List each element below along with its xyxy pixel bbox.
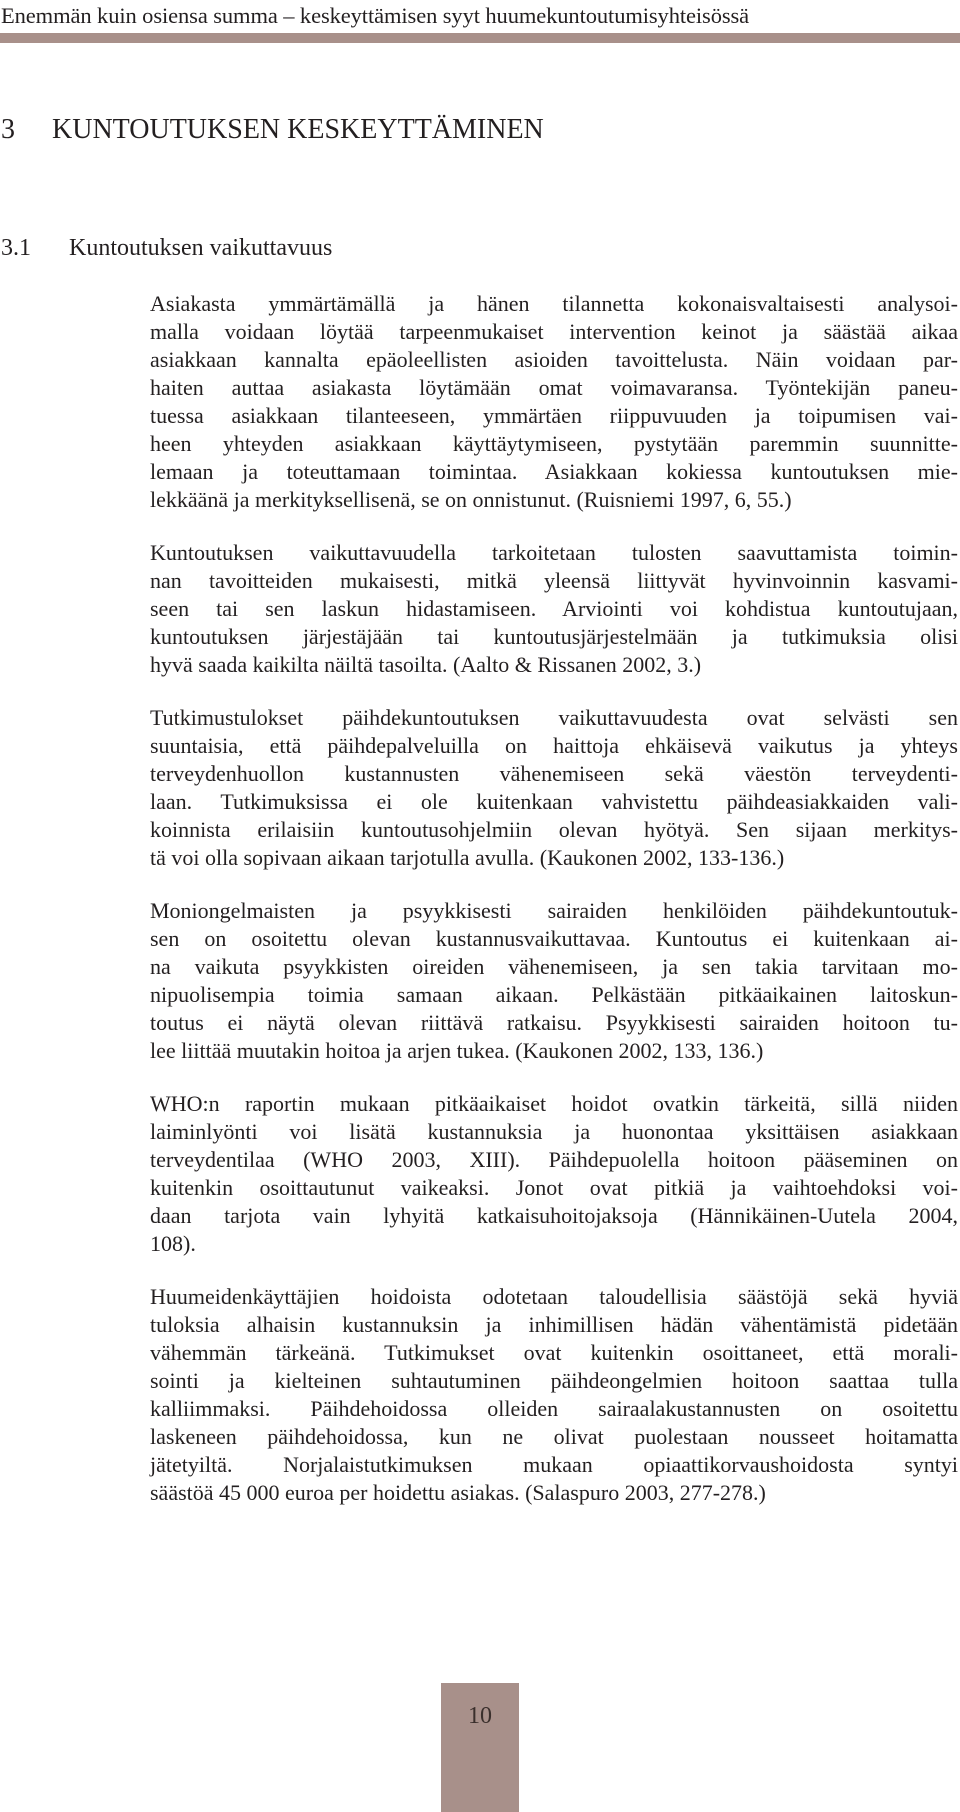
text-line: nan tavoitteiden mukaisesti, mitkä yleensä liittyvät hyvinvoinnin kasvami- — [150, 568, 958, 593]
text-line: Asiakasta ymmärtämällä ja hänen tilannetta kokonaisvaltaisesti analysoi- — [150, 291, 958, 316]
text-line: terveydentilaa (WHO 2003, XIII). Päihdepuolella hoitoon pääseminen on — [150, 1147, 958, 1172]
body-text — [150, 290, 958, 1532]
text-line: lemaan ja toteuttamaan toimintaa. Asiakkaan kokiessa kuntoutuksen mie- — [150, 459, 958, 484]
paragraph — [150, 704, 958, 872]
text-line: hyvä saada kaikilta näiltä tasoilta. (Aalto & Rissanen 2002, 3.) — [150, 652, 702, 677]
chapter-title: KUNTOUTUKSEN KESKEYTTÄMINEN — [52, 114, 544, 145]
text-line: WHO:n raportin mukaan pitkäaikaiset hoidot ovatkin tärkeitä, sillä niiden — [150, 1091, 958, 1116]
text-line: na vaikuta psyykkisten oireiden vähenemiseen, ja sen takia tarvitaan mo- — [150, 954, 958, 979]
text-line: nipuolisempia toimia samaan aikaan. Pelkästään pitkäaikainen laitoskun- — [150, 982, 958, 1007]
text-line: Huumeidenkäyttäjien hoidoista odotetaan taloudellisia säästöjä sekä hyviä — [150, 1284, 958, 1309]
header-rule — [0, 33, 960, 43]
text-line: säästöä 45 000 euroa per hoidettu asiakas. (Salaspuro 2003, 277-278.) — [150, 1480, 766, 1505]
text-line: laan. Tutkimuksissa ei ole kuitenkaan vahvistettu päihdeasiakkaiden vali- — [150, 789, 958, 814]
page-number: 10 — [468, 1703, 492, 1729]
text-line: sointi ja kielteinen suhtautuminen päihdeongelmien hoitoon saattaa tulla — [150, 1368, 958, 1393]
text-line: suuntaisia, että päihdepalveluilla on haittoja ehkäisevä vaikutus ja yhteys — [150, 733, 958, 758]
paragraph — [150, 290, 958, 514]
text-line: tä voi olla sopivaan aikaan tarjotulla avulla. (Kaukonen 2002, 133-136.) — [150, 845, 785, 870]
text-line: koinnista erilaisiin kuntoutusohjelmiin olevan hyötyä. Sen sijaan merkitys- — [150, 817, 958, 842]
text-line: lee liittää muutakin hoitoa ja arjen tukea. (Kaukonen 2002, 133, 136.) — [150, 1038, 764, 1063]
paragraph — [150, 897, 958, 1065]
chapter-number: 3 — [1, 114, 15, 145]
paragraph — [150, 539, 958, 679]
text-line: vähemmän tärkeänä. Tutkimukset ovat kuitenkin osoittaneet, että morali- — [150, 1340, 958, 1365]
text-line: 108). — [150, 1231, 196, 1256]
text-line: malla voidaan löytää tarpeenmukaiset intervention keinot ja säästää aikaa — [150, 319, 958, 344]
text-line: tuessa asiakkaan tilanteeseen, ymmärtäen riippuvuuden ja toipumisen vai- — [150, 403, 958, 428]
text-line: jätetyiltä. Norjalaistutkimuksen mukaan opiaattikorvaushoidosta syntyi — [150, 1452, 958, 1477]
text-line: toutus ei näytä olevan riittävä ratkaisu. Psyykkisesti sairaiden hoitoon tu- — [150, 1010, 958, 1035]
page-number-box — [441, 1683, 519, 1812]
chapter-heading — [1, 113, 544, 147]
text-line: kuitenkin osoittautunut vaikeaksi. Jonot ovat pitkiä ja vaihtoehdoksi voi- — [150, 1175, 958, 1200]
section-heading — [1, 233, 332, 263]
paragraph — [150, 1283, 958, 1507]
running-header-title: Enemmän kuin osiensa summa – keskeyttämisen syyt huumekuntoutumisyhteisössä — [1, 3, 750, 28]
text-line: kuntoutuksen järjestäjään tai kuntoutusjärjestelmään ja tutkimuksia olisi — [150, 624, 958, 649]
text-line: Moniongelmaisten ja psyykkisesti sairaiden henkilöiden päihdekuntoutuk- — [150, 898, 958, 923]
text-line: tuloksia alhaisin kustannuksin ja inhimillisen hädän vähentämistä pidetään — [150, 1312, 958, 1337]
text-line: sen on osoitettu olevan kustannusvaikuttavaa. Kuntoutus ei kuitenkaan ai- — [150, 926, 958, 951]
text-line: laskeneen päihdehoidossa, kun ne olivat puolestaan nousseet hoitamatta — [150, 1424, 958, 1449]
text-line: daan tarjota vain lyhyitä katkaisuhoitojaksoja (Hännikäinen-Uutela 2004, — [150, 1203, 958, 1228]
section-number: 3.1 — [1, 235, 31, 261]
text-line: kalliimmaksi. Päihdehoidossa olleiden sairaalakustannusten on osoitettu — [150, 1396, 958, 1421]
text-line: seen tai sen laskun hidastamiseen. Arviointi voi kohdistua kuntoutujaan, — [150, 596, 958, 621]
text-line: laiminlyönti voi lisätä kustannuksia ja huonontaa yksittäisen asiakkaan — [150, 1119, 958, 1144]
text-line: haiten auttaa asiakasta löytämään omat voimavaransa. Työntekijän paneu- — [150, 375, 958, 400]
running-header — [0, 0, 960, 44]
text-line: Tutkimustulokset päihdekuntoutuksen vaikuttavuudesta ovat selvästi sen — [150, 705, 958, 730]
paragraph — [150, 1090, 958, 1258]
text-line: terveydenhuollon kustannusten vähenemiseen sekä väestön terveydenti- — [150, 761, 958, 786]
text-line: Kuntoutuksen vaikuttavuudella tarkoitetaan tulosten saavuttamista toimin- — [150, 540, 958, 565]
text-line: heen yhteyden asiakkaan käyttäytymiseen, pystytään paremmin suunnitte- — [150, 431, 958, 456]
section-title: Kuntoutuksen vaikuttavuus — [69, 235, 333, 261]
text-line: lekkäänä ja merkityksellisenä, se on onnistunut. (Ruisniemi 1997, 6, 55.) — [150, 487, 792, 512]
text-line: asiakkaan kannalta epäoleellisten asioiden tavoittelusta. Näin voidaan par- — [150, 347, 958, 372]
